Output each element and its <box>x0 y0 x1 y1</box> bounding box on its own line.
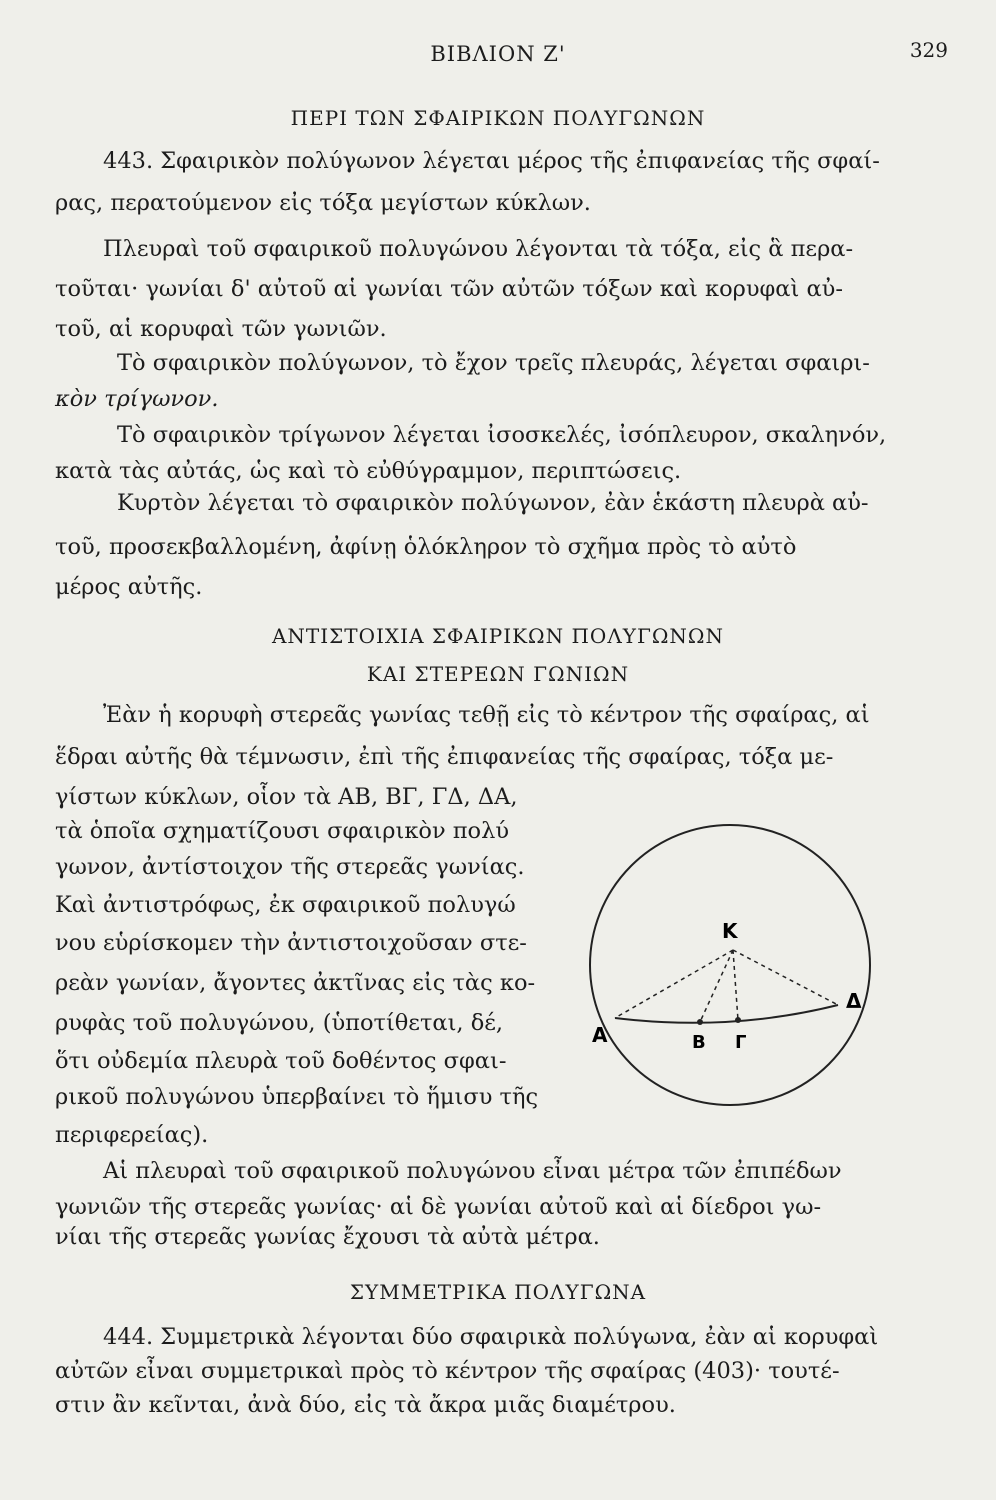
paragraph-line: γίστων κύκλων, οἷον τὰ ΑΒ, ΒΓ, ΓΔ, ΔΑ, <box>55 784 518 810</box>
paragraph-line: αὐτῶν εἶναι συμμετρικαὶ πρὸς τὸ κέντρον τῆς σφαίρας (403)· τουτέ- <box>55 1358 840 1384</box>
paragraph-line: 443. Σφαιρικὸν πολύγωνον λέγεται μέρος τῆς ἐπιφανείας τῆς σφαί- <box>103 148 880 174</box>
paragraph-line: τοῦται· γωνίαι δ' αὐτοῦ αἱ γωνίαι τῶν αὐτῶν τόξων καὶ κορυφαὶ αὐ- <box>55 276 843 302</box>
paragraph-line: 444. Συμμετρικὰ λέγονται δύο σφαιρικὰ πολύγωνα, ἐὰν αἱ κορυφαὶ <box>103 1324 879 1350</box>
paragraph-line: τοῦ, αἱ κορυφαὶ τῶν γωνιῶν. <box>55 316 387 342</box>
vertex-b <box>697 1019 703 1025</box>
paragraph-line: Τὸ σφαιρικὸν τρίγωνον λέγεται ἰσοσκελές, ἰσόπλευρον, σκαληνόν, <box>117 422 887 448</box>
label-d: Δ <box>846 989 862 1013</box>
paragraph-line: Ἐὰν ἡ κορυφὴ στερεᾶς γωνίας τεθῇ εἰς τὸ κέντρον τῆς σφαίρας, αἱ <box>103 702 870 728</box>
paragraph-line: ἕδραι αὐτῆς θὰ τέμνωσιν, ἐπὶ τῆς ἐπιφανείας τῆς σφαίρας, τόξα με- <box>55 744 834 770</box>
paragraph-line: κὸν τρίγωνον. <box>55 386 219 412</box>
paragraph-line: γωνον, ἀντίστοιχον τῆς στερεᾶς γωνίας. <box>55 854 525 880</box>
paragraph-line: ὅτι οὐδεμία πλευρὰ τοῦ δοθέντος σφαι- <box>55 1048 507 1074</box>
paragraph-line: περιφερείας). <box>55 1122 209 1148</box>
radius-kg <box>733 950 738 1020</box>
paragraph-line: τὰ ὁποῖα σχηματίζουσι σφαιρικὸν πολύ <box>55 818 510 844</box>
paragraph-line: Κυρτὸν λέγεται τὸ σφαιρικὸν πολύγωνον, ἐὰν ἑκάστη πλευρὰ αὐ- <box>117 490 869 516</box>
section-subtitle-correspondence: ΚΑΙ ΣΤΕΡΕΩΝ ΓΩΝΙΩΝ <box>366 662 630 686</box>
paragraph-line: νου εὑρίσκομεν τὴν ἀντιστοιχοῦσαν στε- <box>55 930 527 956</box>
paragraph-line: νίαι τῆς στερεᾶς γωνίας ἔχουσι τὰ αὐτὰ μέτρα. <box>55 1224 600 1250</box>
radius-ka <box>615 950 733 1018</box>
paragraph-line: μέρος αὐτῆς. <box>55 574 203 600</box>
paragraph-line: τοῦ, προσεκβαλλομένη, ἀφίνῃ ὁλόκληρον τὸ σχῆμα πρὸς τὸ αὐτὸ <box>55 534 797 560</box>
running-header: ΒΙΒΛΙΟΝ Ζ' <box>430 42 566 66</box>
paragraph-line: ρυφὰς τοῦ πολυγώνου, (ὑποτίθεται, δέ, <box>55 1010 504 1036</box>
section-title-symmetric-polygons: ΣΥΜΜΕΤΡΙΚΑ ΠΟΛΥΓΩΝΑ <box>349 1280 647 1304</box>
paragraph-line: Αἱ πλευραὶ τοῦ σφαιρικοῦ πολυγώνου εἶναι μέτρα τῶν ἐπιπέδων <box>103 1158 842 1184</box>
paragraph-line: Τὸ σφαιρικὸν πολύγωνον, τὸ ἔχον τρεῖς πλευράς, λέγεται σφαιρι- <box>117 350 870 376</box>
page-number: 329 <box>909 38 948 62</box>
sphere-outline <box>590 825 870 1105</box>
label-a: Α <box>592 1023 608 1047</box>
paragraph-line: ρικοῦ πολυγώνου ὑπερβαίνει τὸ ἥμισυ τῆς <box>55 1084 539 1110</box>
label-b: Β <box>692 1032 706 1053</box>
radius-kb <box>700 950 733 1022</box>
sphere-figure <box>580 800 880 1120</box>
section-title-correspondence: ΑΝΤΙΣΤΟΙΧΙΑ ΣΦΑΙΡΙΚΩΝ ΠΟΛΥΓΩΝΩΝ <box>271 624 725 648</box>
paragraph-line: ρας, περατούμενον εἰς τόξα μεγίστων κύκλων. <box>55 190 591 216</box>
section-title-spherical-polygons: ΠΕΡΙ ΤΩΝ ΣΦΑΙΡΙΚΩΝ ΠΟΛΥΓΩΝΩΝ <box>290 106 706 130</box>
label-g: Γ <box>735 1032 747 1053</box>
label-k: Κ <box>722 919 738 943</box>
paragraph-line: γωνιῶν τῆς στερεᾶς γωνίας· αἱ δὲ γωνίαι αὐτοῦ καὶ αἱ δίεδροι γω- <box>55 1194 822 1220</box>
paragraph-line: στιν ἂν κεῖνται, ἀνὰ δύο, εἰς τὰ ἄκρα μιᾶς διαμέτρου. <box>55 1392 676 1418</box>
paragraph-line: Πλευραὶ τοῦ σφαιρικοῦ πολυγώνου λέγονται τὰ τόξα, εἰς ἃ περα- <box>103 236 854 262</box>
paragraph-line: ρεὰν γωνίαν, ἄγοντες ἀκτῖνας εἰς τὰς κο- <box>55 970 536 996</box>
radius-kd <box>733 950 838 1005</box>
paragraph-line: κατὰ τὰς αὐτάς, ὡς καὶ τὸ εὐθύγραμμον, περιπτώσεις. <box>55 458 682 484</box>
paragraph-line: Καὶ ἀντιστρόφως, ἐκ σφαιρικοῦ πολυγώ <box>55 892 516 918</box>
spherical-arc <box>615 1005 838 1023</box>
vertex-g <box>735 1017 741 1023</box>
